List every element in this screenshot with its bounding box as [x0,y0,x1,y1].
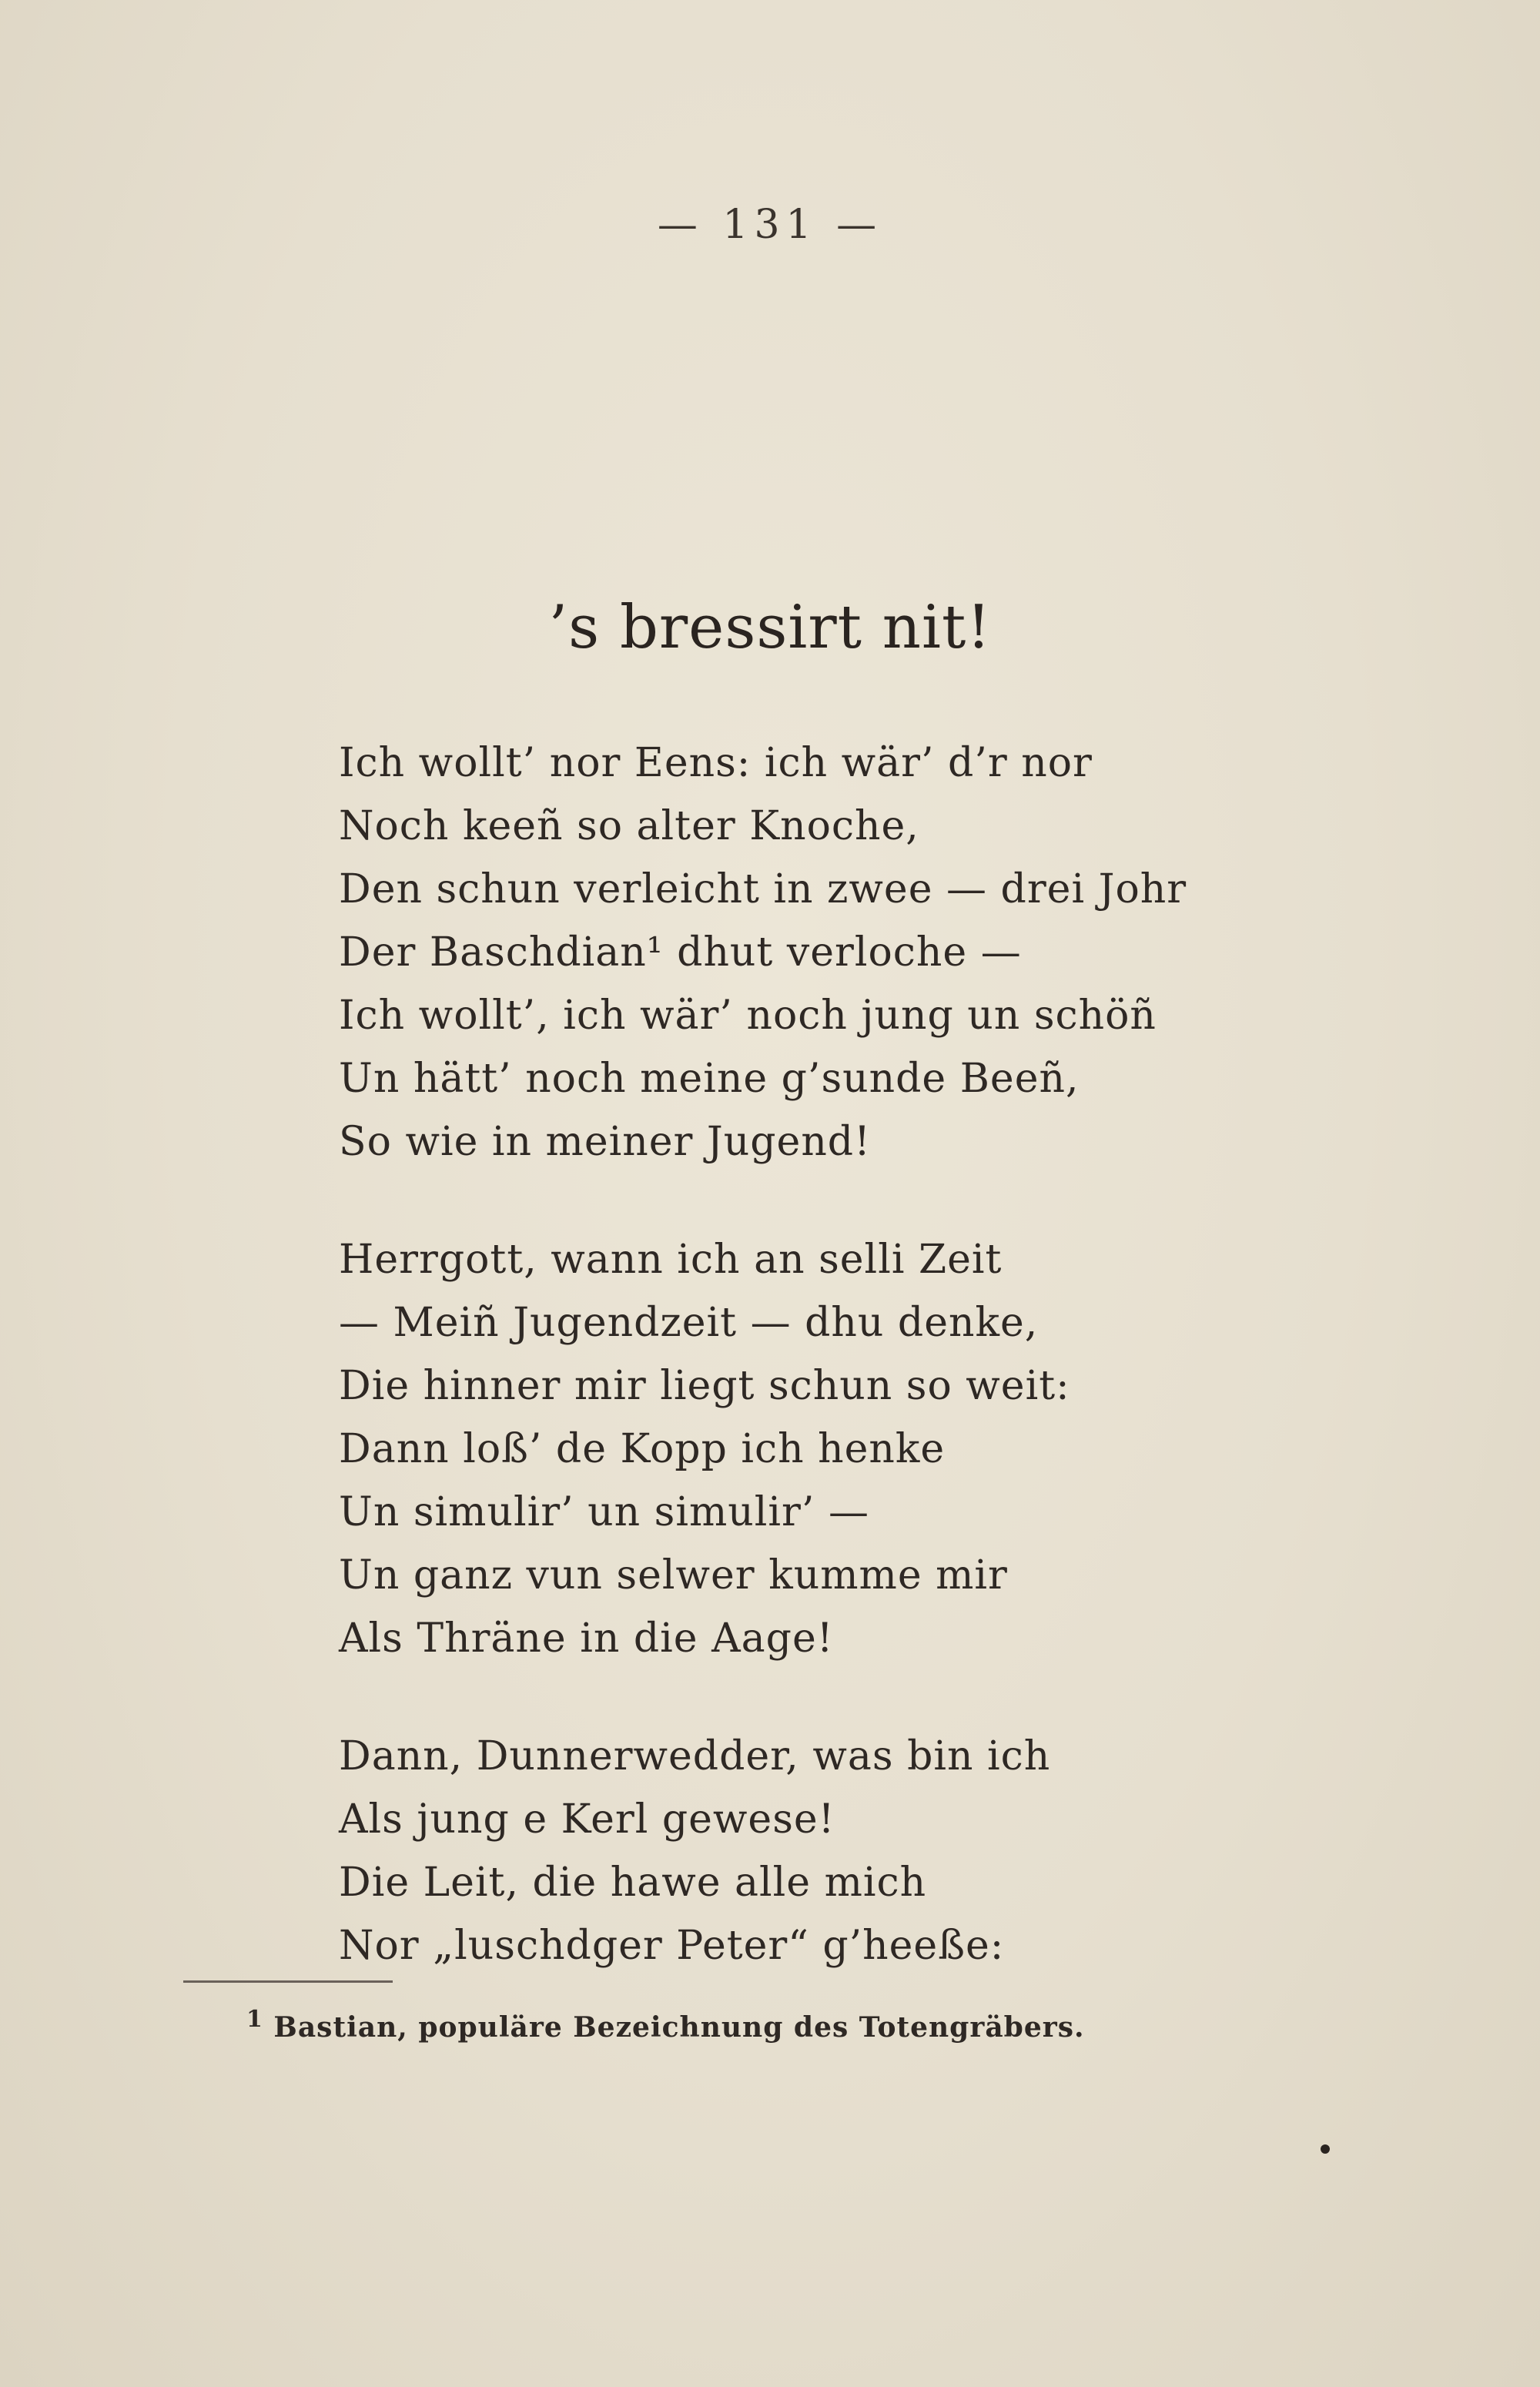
poem-line: — Meiñ Jugendzeit — dhu denke, [339,1300,1039,1346]
poem-line: Ich wollt’, ich wär’ noch jung un schöñ [339,993,1157,1039]
poem-line: Un ganz vun selwer kumme mir [339,1552,1008,1599]
footnote-text: Bastian, populäre Bezeichnung des Totengräbers. [273,2011,1085,2044]
stanza-1 [339,732,1263,1173]
poem-line: Un simulir’ un simulir’ — [339,1489,869,1535]
poem-line: Die Leit, die hawe alle mich [339,1860,927,1906]
poem-line: So wie in meiner Jugend! [339,1119,871,1165]
poem-line: Als Thräne in die Aage! [339,1615,834,1662]
poem-line: Als jung e Kerl gewese! [339,1796,835,1843]
poem-line: Un hätt’ noch meine g’sunde Beeñ, [339,1056,1080,1102]
poem-line: Dann, Dunnerwedder, was bin ich [339,1733,1051,1779]
poem-line: Noch keeñ so alter Knoche, [339,803,919,849]
poem-line: Dann loß’ de Kopp ich henke [339,1426,946,1472]
footnote-divider [183,1980,393,1983]
stanza-3 [339,1725,1263,1977]
poem-line: Den schun verleicht in zwee — drei Johr [339,866,1187,912]
footnote [246,2006,1085,2044]
poem-line: Der Baschdian¹ dhut verloche — [339,929,1022,976]
poem-title: ’s bressirt nit! [548,593,992,662]
page-number: — 131 — [657,202,883,248]
poem-line: Die hinner mir liegt schun so weit: [339,1363,1070,1409]
footnote-mark: 1 [246,2006,263,2033]
poem-line: Nor „luschdger Peter“ g’heeße: [339,1923,1005,1969]
poem-line: Ich wollt’ nor Eens: ich wär’ d’r nor [339,740,1093,786]
poem-line: Herrgott, wann ich an selli Zeit [339,1237,1003,1283]
ink-speck [1321,2144,1330,2154]
stanza-2 [339,1228,1263,1670]
